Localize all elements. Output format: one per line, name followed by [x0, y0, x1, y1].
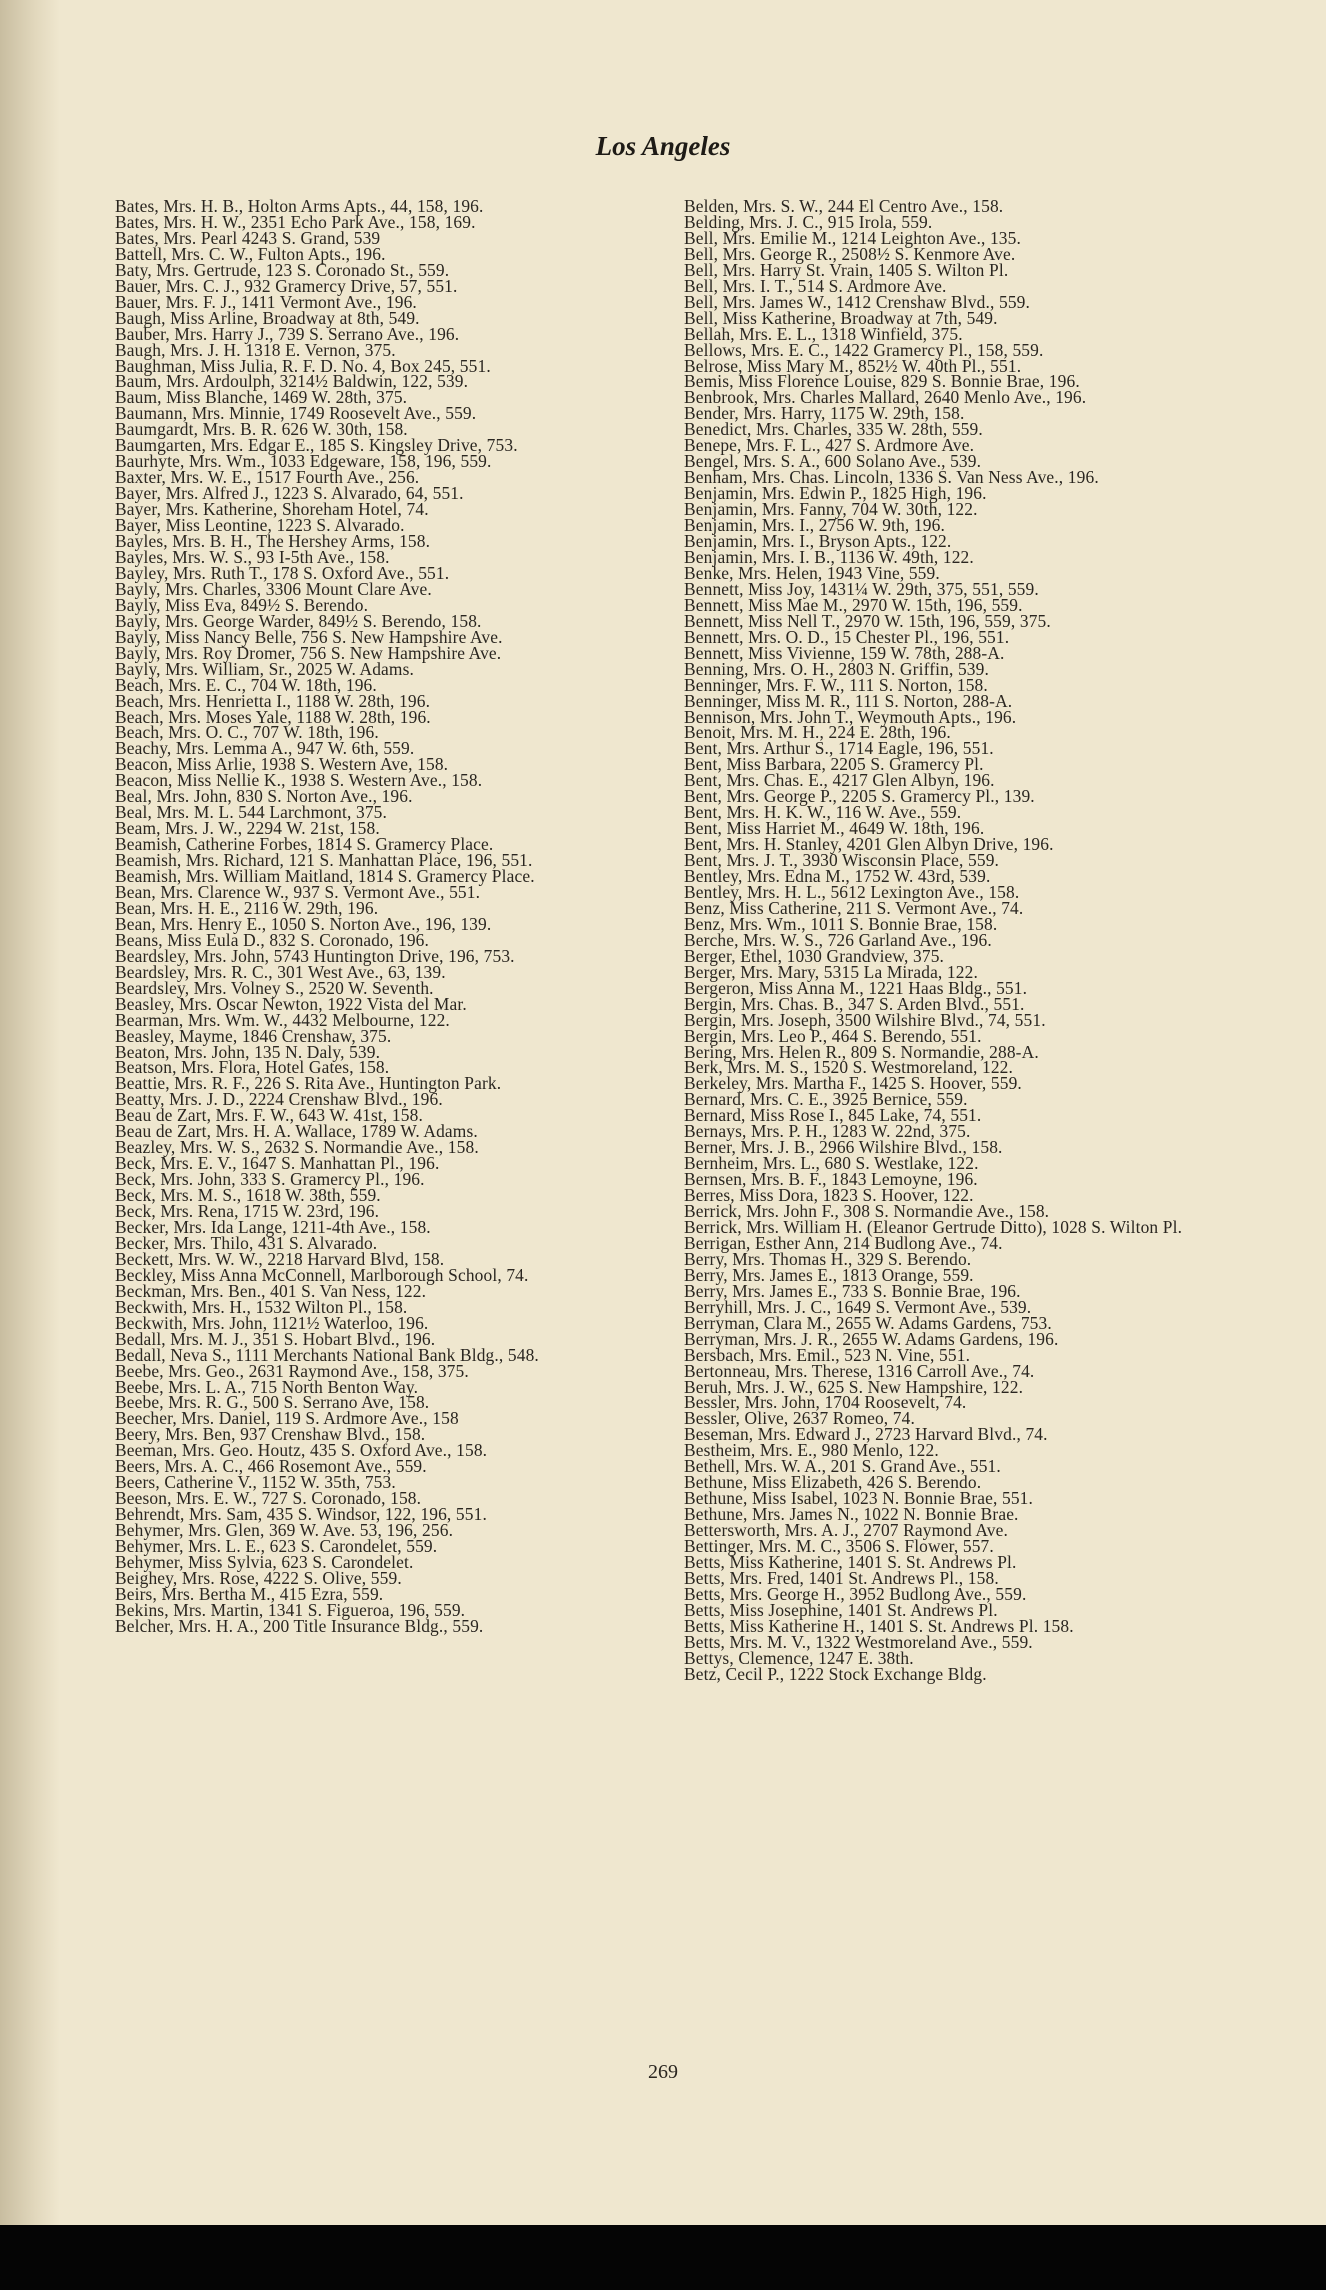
directory-entry: Bauer, Mrs. C. J., 932 Gramercy Drive, 57, 551.	[115, 275, 458, 296]
directory-entry: Bennison, Mrs. John T., Weymouth Apts., 196.	[684, 706, 1017, 727]
directory-entry: Benninger, Miss M. R., 111 S. Norton, 288-A.	[684, 690, 1013, 711]
directory-entry: Belding, Mrs. J. C., 915 Irola, 559.	[684, 211, 933, 232]
directory-entry: Bergin, Mrs. Joseph, 3500 Wilshire Blvd., 74, 551.	[684, 1009, 1046, 1030]
directory-entry: Benjamin, Mrs. I., Bryson Apts., 122.	[684, 531, 952, 552]
directory-entry: Beckley, Miss Anna McConnell, Marlborough School, 74.	[115, 1264, 529, 1285]
directory-entry: Beers, Mrs. A. C., 466 Rosemont Ave., 559.	[115, 1456, 427, 1477]
directory-entry: Bent, Mrs. Arthur S., 1714 Eagle, 196, 551.	[684, 738, 994, 759]
directory-entry: Bayly, Miss Eva, 849½ S. Berendo.	[115, 594, 369, 615]
directory-entry: Beecher, Mrs. Daniel, 119 S. Ardmore Ave., 158	[115, 1408, 459, 1429]
directory-entry: Beckett, Mrs. W. W., 2218 Harvard Blvd, 158.	[115, 1248, 445, 1269]
directory-entry: Bent, Mrs. H. Stanley, 4201 Glen Albyn Drive, 196.	[684, 834, 1054, 855]
directory-entry: Benbrook, Mrs. Charles Mallard, 2640 Menlo Ave., 196.	[684, 387, 1087, 408]
directory-entry: Bean, Mrs. Clarence W., 937 S. Vermont Ave., 551.	[115, 881, 481, 902]
directory-entry: Berrigan, Esther Ann, 214 Budlong Ave., 74.	[684, 1232, 1003, 1253]
directory-entry: Bell, Mrs. Emilie M., 1214 Leighton Ave., 135.	[684, 227, 1021, 248]
directory-entry: Benham, Mrs. Chas. Lincoln, 1336 S. Van Ness Ave., 196.	[684, 467, 1099, 488]
directory-entry: Behymer, Mrs. Glen, 369 W. Ave. 53, 196, 256.	[115, 1520, 454, 1541]
directory-entry: Berk, Mrs. M. S., 1520 S. Westmoreland, 122.	[684, 1057, 1014, 1078]
directory-entry: Beighey, Mrs. Rose, 4222 S. Olive, 559.	[115, 1567, 402, 1588]
directory-entry: Beach, Mrs. E. C., 704 W. 18th, 196.	[115, 674, 377, 695]
directory-entry: Beacon, Miss Arlie, 1938 S. Western Ave, 158.	[115, 754, 449, 775]
directory-entry: Beach, Mrs. Henrietta I., 1188 W. 28th, 196.	[115, 690, 431, 711]
directory-entry: Baughman, Miss Julia, R. F. D. No. 4, Box 245, 551.	[115, 355, 491, 376]
directory-entry: Behymer, Miss Sylvia, 623 S. Carondelet.	[115, 1552, 414, 1573]
directory-entry: Beamish, Mrs. Richard, 121 S. Manhattan Place, 196, 551.	[115, 850, 533, 871]
directory-entry: Betts, Miss Josephine, 1401 St. Andrews Pl.	[684, 1599, 998, 1620]
directory-entry: Benz, Miss Catherine, 211 S. Vermont Ave., 74.	[684, 897, 1024, 918]
directory-entry: Beasley, Mrs. Oscar Newton, 1922 Vista del Mar.	[115, 993, 467, 1014]
directory-entry: Belcher, Mrs. H. A., 200 Title Insurance Bldg., 559.	[115, 1615, 484, 1636]
directory-entry: Bergeron, Miss Anna M., 1221 Haas Bldg., 551.	[684, 977, 1028, 998]
directory-entry: Betts, Mrs. George H., 3952 Budlong Ave., 559.	[684, 1583, 1027, 1604]
directory-entry: Benjamin, Mrs. Edwin P., 1825 High, 196.	[684, 483, 987, 504]
directory-entry: Benke, Mrs. Helen, 1943 Vine, 559.	[684, 562, 940, 583]
directory-entry: Betts, Miss Katherine H., 1401 S. St. Andrews Pl. 158.	[684, 1615, 1074, 1636]
directory-entry: Bersbach, Mrs. Emil., 523 N. Vine, 551.	[684, 1344, 971, 1365]
directory-entry: Baumgarten, Mrs. Edgar E., 185 S. Kingsley Drive, 753.	[115, 435, 518, 456]
directory-entry: Baugh, Mrs. J. H. 1318 E. Vernon, 375.	[115, 339, 396, 360]
directory-entry: Berry, Mrs. Thomas H., 329 S. Berendo.	[684, 1248, 972, 1269]
directory-entry: Bennett, Miss Joy, 1431¼ W. 29th, 375, 551, 559.	[684, 578, 1039, 599]
directory-entry: Bates, Mrs. Pearl 4243 S. Grand, 539	[115, 227, 381, 248]
directory-entry: Bates, Mrs. H. B., Holton Arms Apts., 44, 158, 196.	[115, 196, 484, 216]
directory-entry: Benepe, Mrs. F. L., 427 S. Ardmore Ave.	[684, 435, 975, 456]
directory-entry: Bean, Mrs. H. E., 2116 W. 29th, 196.	[115, 897, 379, 918]
directory-entry: Beers, Catherine V., 1152 W. 35th, 753.	[115, 1472, 396, 1493]
directory-entry: Beckman, Mrs. Ben., 401 S. Van Ness, 122.	[115, 1280, 427, 1301]
directory-entry: Berner, Mrs. J. B., 2966 Wilshire Blvd., 158.	[684, 1137, 1003, 1158]
directory-entry: Beirs, Mrs. Bertha M., 415 Ezra, 559.	[115, 1583, 384, 1604]
directory-entry: Beam, Mrs. J. W., 2294 W. 21st, 158.	[115, 818, 380, 839]
directory-entry: Bent, Miss Harriet M., 4649 W. 18th, 196.	[684, 818, 985, 839]
directory-entry: Beck, Mrs. Rena, 1715 W. 23rd, 196.	[115, 1201, 380, 1222]
directory-entry: Beckwith, Mrs. H., 1532 Wilton Pl., 158.	[115, 1296, 408, 1317]
directory-entry: Beaton, Mrs. John, 135 N. Daly, 539.	[115, 1041, 381, 1062]
directory-entry: Bent, Miss Barbara, 2205 S. Gramercy Pl.	[684, 754, 984, 775]
directory-entry: Beal, Mrs. John, 830 S. Norton Ave., 196.	[115, 786, 413, 807]
directory-entry: Belden, Mrs. S. W., 244 El Centro Ave., 158.	[684, 196, 1004, 216]
directory-entry: Beseman, Mrs. Edward J., 2723 Harvard Blvd., 74.	[684, 1424, 1048, 1445]
directory-entry: Baumgardt, Mrs. B. R. 626 W. 30th, 158.	[115, 419, 408, 440]
directory-entry: Bayly, Miss Nancy Belle, 756 S. New Hampshire Ave.	[115, 626, 503, 647]
directory-entry: Bender, Mrs. Harry, 1175 W. 29th, 158.	[684, 403, 965, 424]
directory-entry: Bayly, Mrs. Charles, 3306 Mount Clare Ave.	[115, 578, 432, 599]
directory-entry: Bayer, Miss Leontine, 1223 S. Alvarado.	[115, 515, 405, 536]
directory-entry: Bent, Mrs. H. K. W., 116 W. Ave., 559.	[684, 802, 962, 823]
directory-entry: Benedict, Mrs. Charles, 335 W. 28th, 559.	[684, 419, 983, 440]
directory-entry: Bernard, Mrs. C. E., 3925 Bernice, 559.	[684, 1089, 968, 1110]
page-heading: Los Angeles	[595, 131, 731, 161]
directory-entry: Bentley, Mrs. Edna M., 1752 W. 43rd, 539.	[684, 866, 991, 887]
directory-entry: Bestheim, Mrs. E., 980 Menlo, 122.	[684, 1440, 939, 1461]
directory-entry: Baurhyte, Mrs. Wm., 1033 Edgeware, 158, 196, 559.	[115, 451, 492, 472]
directory-entry: Beamish, Mrs. William Maitland, 1814 S. Gramercy Place.	[115, 866, 535, 887]
directory-entry: Berger, Ethel, 1030 Grandview, 375.	[684, 945, 945, 966]
directory-entry: Bethell, Mrs. W. A., 201 S. Grand Ave., 551.	[684, 1456, 1001, 1477]
directory-entry: Beatty, Mrs. J. D., 2224 Crenshaw Blvd., 196.	[115, 1089, 443, 1110]
directory-entry: Bell, Miss Katherine, Broadway at 7th, 549.	[684, 307, 998, 328]
directory-entry: Bates, Mrs. H. W., 2351 Echo Park Ave., 158, 169.	[115, 211, 476, 232]
directory-entry: Bayley, Mrs. Ruth T., 178 S. Oxford Ave., 551.	[115, 562, 450, 583]
directory-entry: Bessler, Mrs. John, 1704 Roosevelt, 74.	[684, 1392, 967, 1413]
directory-entry: Beeman, Mrs. Geo. Houtz, 435 S. Oxford Ave., 158.	[115, 1440, 488, 1461]
directory-entry: Berkeley, Mrs. Martha F., 1425 S. Hoover, 559.	[684, 1073, 1022, 1094]
directory-entry: Beery, Mrs. Ben, 937 Crenshaw Blvd., 158.	[115, 1424, 426, 1445]
directory-entry: Bering, Mrs. Helen R., 809 S. Normandie, 288-A.	[684, 1041, 1039, 1062]
directory-entry: Berres, Miss Dora, 1823 S. Hoover, 122.	[684, 1185, 974, 1206]
directory-entry: Berche, Mrs. W. S., 726 Garland Ave., 196.	[684, 929, 992, 950]
directory-entry: Bauber, Mrs. Harry J., 739 S. Serrano Ave., 196.	[115, 323, 460, 344]
directory-entry: Beasley, Mayme, 1846 Crenshaw, 375.	[115, 1025, 392, 1046]
right-column	[684, 196, 1224, 1684]
directory-entry: Berger, Mrs. Mary, 5315 La Mirada, 122.	[684, 961, 978, 982]
directory-entry: Becker, Mrs. Ida Lange, 1211-4th Ave., 158.	[115, 1217, 431, 1237]
directory-entry: Benjamin, Mrs. I. B., 1136 W. 49th, 122.	[684, 546, 974, 567]
directory-entry: Beamish, Catherine Forbes, 1814 S. Gramercy Place.	[115, 834, 494, 855]
directory-entry: Bellah, Mrs. E. L., 1318 Winfield, 375.	[684, 323, 963, 344]
directory-entry: Beau de Zart, Mrs. H. A. Wallace, 1789 W. Adams.	[115, 1121, 478, 1142]
scan-bottom-band	[0, 2225, 1326, 2290]
directory-entry: Beebe, Mrs. L. A., 715 North Benton Way.	[115, 1376, 419, 1397]
directory-entry: Bentley, Mrs. H. L., 5612 Lexington Ave., 158.	[684, 881, 1020, 902]
directory-entry: Bedall, Mrs. M. J., 351 S. Hobart Blvd., 196.	[115, 1328, 436, 1349]
directory-entry: Bengel, Mrs. S. A., 600 Solano Ave., 539.	[684, 451, 982, 472]
directory-entry: Baugh, Miss Arline, Broadway at 8th, 549.	[115, 307, 420, 328]
directory-entry: Baumann, Mrs. Minnie, 1749 Roosevelt Ave., 559.	[115, 403, 477, 424]
directory-entry: Beckwith, Mrs. John, 1121½ Waterloo, 196.	[115, 1312, 429, 1333]
directory-entry: Bayer, Mrs. Katherine, Shoreham Hotel, 74.	[115, 499, 429, 520]
directory-entry: Benjamin, Mrs. I., 2756 W. 9th, 196.	[684, 515, 945, 536]
directory-entry: Berryman, Clara M., 2655 W. Adams Gardens, 753.	[684, 1312, 1052, 1333]
directory-entry: Baum, Miss Blanche, 1469 W. 28th, 375.	[115, 387, 408, 408]
directory-entry: Bayly, Mrs. Roy Dromer, 756 S. New Hampshire Ave.	[115, 642, 502, 663]
page-number: 269	[648, 2061, 678, 2083]
directory-entry: Bennett, Mrs. O. D., 15 Chester Pl., 196, 551.	[684, 626, 1010, 647]
directory-entry: Bethune, Miss Elizabeth, 426 S. Berendo.	[684, 1472, 982, 1493]
directory-entry: Bernheim, Mrs. L., 680 S. Westlake, 122.	[684, 1153, 979, 1174]
directory-entry: Bent, Mrs. George P., 2205 S. Gramercy Pl., 139.	[684, 786, 1035, 807]
directory-entry: Beatson, Mrs. Flora, Hotel Gates, 158.	[115, 1057, 390, 1078]
directory-entry: Berrick, Mrs. John F., 308 S. Normandie Ave., 158.	[684, 1201, 1050, 1222]
directory-entry: Baty, Mrs. Gertrude, 123 S. Coronado St., 559.	[115, 259, 450, 280]
directory-entry: Beardsley, Mrs. John, 5743 Huntington Drive, 196, 753.	[115, 945, 515, 966]
directory-entry: Bedall, Neva S., 1111 Merchants National Bank Bldg., 548.	[115, 1344, 539, 1365]
directory-entry: Bent, Mrs. Chas. E., 4217 Glen Albyn, 196.	[684, 770, 995, 791]
directory-entry: Berry, Mrs. James E., 733 S. Bonnie Brae, 196.	[684, 1280, 1021, 1301]
directory-entry: Bethune, Miss Isabel, 1023 N. Bonnie Brae, 551.	[684, 1488, 1034, 1509]
directory-entry: Beck, Mrs. M. S., 1618 W. 38th, 559.	[115, 1185, 381, 1206]
directory-entry: Bell, Mrs. James W., 1412 Crenshaw Blvd., 559.	[684, 291, 1031, 312]
directory-entry: Beck, Mrs. E. V., 1647 S. Manhattan Pl., 196.	[115, 1153, 440, 1174]
directory-entry: Bent, Mrs. J. T., 3930 Wisconsin Place, 559.	[684, 850, 1000, 871]
directory-entry: Bennett, Miss Vivienne, 159 W. 78th, 288-A.	[684, 642, 1005, 663]
directory-entry: Berrick, Mrs. William H. (Eleanor Gertrude Ditto), 1028 S. Wilton Pl.	[684, 1217, 1183, 1237]
directory-entry: Bayly, Mrs. George Warder, 849½ S. Berendo, 158.	[115, 610, 482, 631]
directory-entry: Behymer, Mrs. L. E., 623 S. Carondelet, 559.	[115, 1536, 438, 1557]
directory-entry: Bayles, Mrs. B. H., The Hershey Arms, 158.	[115, 531, 431, 552]
directory-entry: Beck, Mrs. John, 333 S. Gramercy Pl., 196.	[115, 1169, 425, 1190]
directory-entry: Bernsen, Mrs. B. F., 1843 Lemoyne, 196.	[684, 1169, 978, 1190]
directory-entry: Beazley, Mrs. W. S., 2632 S. Normandie Ave., 158.	[115, 1137, 479, 1158]
directory-entry: Berryman, Mrs. J. R., 2655 W. Adams Gardens, 196.	[684, 1328, 1059, 1349]
directory-entry: Bell, Mrs. Harry St. Vrain, 1405 S. Wilton Pl.	[684, 259, 1009, 280]
directory-entry: Bayles, Mrs. W. S., 93 I-5th Ave., 158.	[115, 546, 390, 567]
directory-entry: Becker, Mrs. Thilo, 431 S. Alvarado.	[115, 1232, 378, 1253]
directory-entry: Bergin, Mrs. Leo P., 464 S. Berendo, 551.	[684, 1025, 982, 1046]
directory-entry: Beau de Zart, Mrs. F. W., 643 W. 41st, 158.	[115, 1105, 423, 1126]
directory-entry: Benoit, Mrs. M. H., 224 E. 28th, 196.	[684, 722, 951, 743]
directory-entry: Beacon, Miss Nellie K., 1938 S. Western Ave., 158.	[115, 770, 483, 791]
directory-entry: Bethune, Mrs. James N., 1022 N. Bonnie Brae.	[684, 1504, 1019, 1525]
directory-entry: Bearman, Mrs. Wm. W., 4432 Melbourne, 122.	[115, 1009, 450, 1030]
directory-entry: Bennett, Miss Nell T., 2970 W. 15th, 196, 559, 375.	[684, 610, 1051, 631]
directory-entry: Bettersworth, Mrs. A. J., 2707 Raymond Ave.	[684, 1520, 1008, 1541]
directory-entry: Beal, Mrs. M. L. 544 Larchmont, 375.	[115, 802, 388, 823]
directory-entry: Bergin, Mrs. Chas. B., 347 S. Arden Blvd., 551.	[684, 993, 1025, 1014]
directory-entry: Bernard, Miss Rose I., 845 Lake, 74, 551.	[684, 1105, 982, 1126]
directory-entry: Benz, Mrs. Wm., 1011 S. Bonnie Brae, 158.	[684, 913, 998, 934]
directory-entry: Betts, Miss Katherine, 1401 S. St. Andrews Pl.	[684, 1552, 1017, 1573]
directory-entry: Bell, Mrs. George R., 2508½ S. Kenmore Ave.	[684, 243, 1016, 264]
directory-entry: Baum, Mrs. Ardoulph, 3214½ Baldwin, 122, 539.	[115, 371, 469, 392]
directory-entry: Bettinger, Mrs. M. C., 3506 S. Flower, 557.	[684, 1536, 994, 1557]
directory-entry: Beeson, Mrs. E. W., 727 S. Coronado, 158.	[115, 1488, 422, 1509]
directory-entry: Baxter, Mrs. W. E., 1517 Fourth Ave., 256.	[115, 467, 420, 488]
directory-entry: Betz, Cecil P., 1222 Stock Exchange Bldg.	[684, 1663, 987, 1684]
directory-entry: Berry, Mrs. James E., 1813 Orange, 559.	[684, 1264, 974, 1285]
directory-entry: Berryhill, Mrs. J. C., 1649 S. Vermont Ave., 539.	[684, 1296, 1032, 1317]
directory-entry: Bayly, Mrs. William, Sr., 2025 W. Adams.	[115, 658, 415, 679]
directory-entry: Bertonneau, Mrs. Therese, 1316 Carroll Ave., 74.	[684, 1360, 1035, 1381]
directory-entry: Beardsley, Mrs. Volney S., 2520 W. Seventh.	[115, 977, 434, 998]
directory-entry: Beachy, Mrs. Lemma A., 947 W. 6th, 559.	[115, 738, 415, 759]
directory-entry: Bennett, Miss Mae M., 2970 W. 15th, 196, 559.	[684, 594, 1023, 615]
directory-entry: Beans, Miss Eula D., 832 S. Coronado, 196.	[115, 929, 430, 950]
directory-entry: Beebe, Mrs. R. G., 500 S. Serrano Ave, 158.	[115, 1392, 430, 1413]
directory-entry: Benjamin, Mrs. Fanny, 704 W. 30th, 122.	[684, 499, 978, 520]
directory-entry: Bekins, Mrs. Martin, 1341 S. Figueroa, 196, 559.	[115, 1599, 466, 1620]
directory-entry: Beach, Mrs. O. C., 707 W. 18th, 196.	[115, 722, 379, 743]
directory-entry: Bemis, Miss Florence Louise, 829 S. Bonnie Brae, 196.	[684, 371, 1080, 392]
directory-entry: Battell, Mrs. C. W., Fulton Apts., 196.	[115, 243, 386, 264]
directory-entry: Bernays, Mrs. P. H., 1283 W. 22nd, 375.	[684, 1121, 971, 1142]
directory-entry: Beruh, Mrs. J. W., 625 S. New Hampshire, 122.	[684, 1376, 1024, 1397]
directory-entry: Bessler, Olive, 2637 Romeo, 74.	[684, 1408, 915, 1429]
directory-entry: Bauer, Mrs. F. J., 1411 Vermont Ave., 196.	[115, 291, 417, 312]
directory-entry: Bean, Mrs. Henry E., 1050 S. Norton Ave., 196, 139.	[115, 913, 492, 934]
directory-entry: Beattie, Mrs. R. F., 226 S. Rita Ave., Huntington Park.	[115, 1073, 502, 1094]
directory-entry: Betts, Mrs. M. V., 1322 Westmoreland Ave., 559.	[684, 1631, 1033, 1652]
page-gutter-shadow	[0, 0, 60, 2225]
directory-entry: Benning, Mrs. O. H., 2803 N. Griffin, 539.	[684, 658, 989, 679]
directory-entry: Bayer, Mrs. Alfred J., 1223 S. Alvarado, 64, 551.	[115, 483, 464, 504]
directory-entry: Betts, Mrs. Fred, 1401 St. Andrews Pl., 158.	[684, 1567, 999, 1588]
directory-entry: Beardsley, Mrs. R. C., 301 West Ave., 63, 139.	[115, 961, 446, 982]
directory-entry: Belrose, Miss Mary M., 852½ W. 40th Pl., 551.	[684, 355, 1022, 376]
directory-entry: Benninger, Mrs. F. W., 111 S. Norton, 158.	[684, 674, 988, 695]
directory-entry: Bellows, Mrs. E. C., 1422 Gramercy Pl., 158, 559.	[684, 339, 1044, 360]
left-column	[115, 196, 649, 1636]
directory-entry: Bell, Mrs. I. T., 514 S. Ardmore Ave.	[684, 275, 947, 296]
directory-entry: Beebe, Mrs. Geo., 2631 Raymond Ave., 158, 375.	[115, 1360, 469, 1381]
directory-entry: Behrendt, Mrs. Sam, 435 S. Windsor, 122, 196, 551.	[115, 1504, 487, 1525]
directory-entry: Beach, Mrs. Moses Yale, 1188 W. 28th, 196.	[115, 706, 431, 727]
directory-entry: Bettys, Clemence, 1247 E. 38th.	[684, 1647, 914, 1668]
